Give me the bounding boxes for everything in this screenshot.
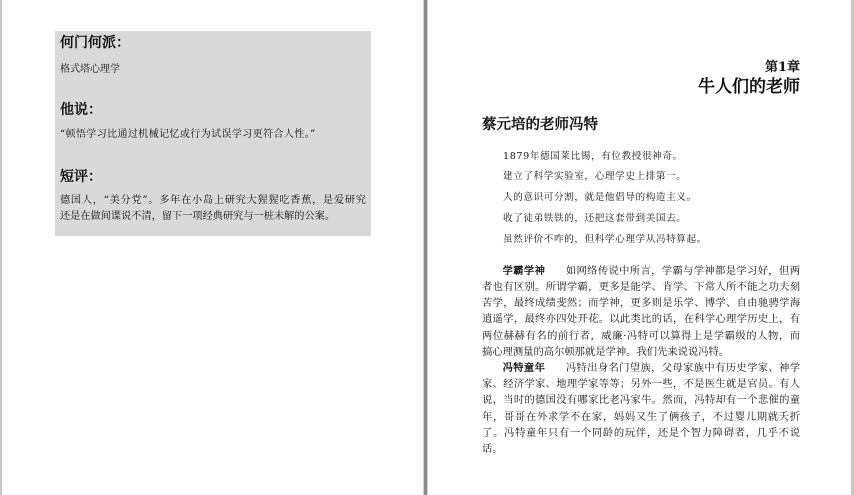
paragraph-run-in-heading: 冯特童年 xyxy=(502,362,546,375)
paragraph-line: 家、经济学家、地理学家等等；另外一些，不是医生就是官员。有人 xyxy=(482,378,800,391)
paragraph-line xyxy=(482,263,800,279)
section-title: 蔡元培的老师冯特 xyxy=(482,116,598,133)
paragraph-line: 了。冯特童年只有一个同龄的玩伴，还是个智力障碍者，几乎不说 xyxy=(482,426,800,439)
paragraph-line: 逍遥学，最终亦四处开花。以此类比的话，在科学心理学历史上，有 xyxy=(482,313,800,326)
paragraph-line-text: 冯特出身名门望族，父母家族中有历史学家、神学 xyxy=(565,362,801,375)
poem-line: 人的意识可分割，就是他倡导的构造主义。 xyxy=(503,192,697,204)
school-heading: 何门何派： xyxy=(60,35,130,51)
paragraph-line: 者也有区别。所谓学霸，更多是能学、肯学、下常人所不能之功夫刻 xyxy=(482,281,800,294)
paragraph-line: 话。 xyxy=(482,442,503,455)
paragraph-line: 苦学，最终成绩斐然；而学神，更多则是乐学、博学、自由驰骋学海 xyxy=(482,297,800,310)
paragraph-line: 说，当时的德国没有哪家比老冯家牛。然而，冯特却有一个悲催的童 xyxy=(482,394,800,407)
paragraph-line xyxy=(482,360,800,376)
profile-box xyxy=(55,31,371,236)
paragraph-line-text: 如网络传说中所言，学霸与学神都是学习好，但两 xyxy=(565,264,801,277)
page-gutter xyxy=(424,0,427,495)
review-line: 德国人，“美分党”。多年在小岛上研究大猩猩吃香蕉，是爱研究 xyxy=(60,195,366,206)
body-text xyxy=(482,263,800,457)
paragraph-run-in-heading: 学霸学神 xyxy=(502,264,546,277)
quote-text: “顿悟学习比通过机械记忆或行为试误学习更符合人性。” xyxy=(60,129,316,140)
school-value: 格式塔心理学 xyxy=(60,64,120,75)
review-heading: 短评： xyxy=(60,169,102,185)
poem-line: 收了徒弟铁铁的，还把这套带到美国去。 xyxy=(503,212,687,224)
quote-heading: 他说： xyxy=(60,102,102,118)
review-line: 还是在做间谍说不清，留下一项经典研究与一桩未解的公案。 xyxy=(60,211,336,222)
chapter-title: 牛人们的老师 xyxy=(698,77,800,97)
poem-line: 1879年德国莱比锡，有位教授很神奇。 xyxy=(503,150,683,162)
paragraph-childhood xyxy=(482,360,800,457)
paragraph-line: 搞心理测量的高尔顿那就是学神。我们先来说说冯特。 xyxy=(482,345,730,358)
right-page[interactable] xyxy=(428,0,851,495)
paragraph-xueba xyxy=(482,263,800,360)
poem-line: 虽然评价不咋的，但科学心理学从冯特算起。 xyxy=(503,233,707,245)
chapter-number: 第1章 xyxy=(764,60,800,75)
paragraph-line: 年，哥哥在外求学不在家，妈妈又生了俩孩子，不过婴儿期就夭折 xyxy=(482,410,800,423)
left-page[interactable] xyxy=(2,0,423,495)
review-text xyxy=(60,193,366,225)
paragraph-line: 两位赫赫有名的前行者，威廉·冯特可以算得上是学霸级的人物，而 xyxy=(482,329,800,342)
poem xyxy=(503,147,707,251)
poem-line: 建立了科学实验室，心理学史上排第一。 xyxy=(503,171,687,183)
